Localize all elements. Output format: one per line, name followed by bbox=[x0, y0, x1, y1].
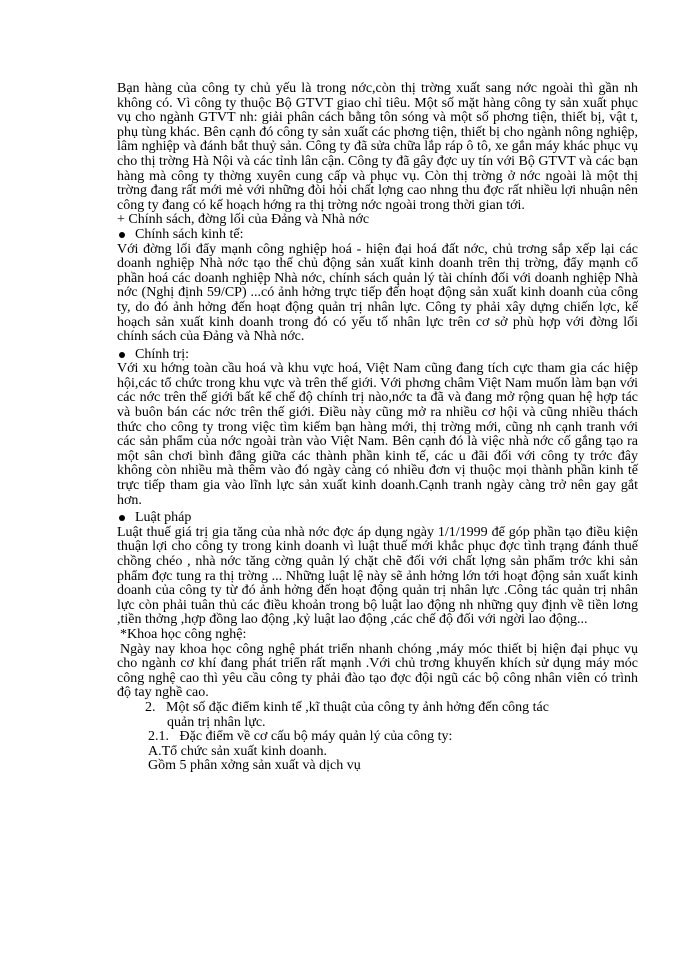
legal-paragraph: Luật thuế giá trị gia tăng của nhà nớc đợc áp dụng ngày 1/1/1999 để góp phần tạo điều kiện thuận lợi cho công ty trong kinh doanh vì luật thuế mới khắc phục đợc tình trạng đánh thuế chồng chéo , nhà nớc tăng cờng quản lý chặt chẽ đối với chất lợng sản phẩm trớc khi sản phẩm đợc tung ra thị trờng ... Những luật lệ này sẽ ảnh hởng lớn tới hoạt động sản xuất kinh doanh của công ty từ đó ảnh hởng đến hoạt động quản trị nhân lực .Công tác quản trị nhân lực còn phải tuân thủ các điều khoản trong bộ luật lao động nh những quy định về tiền lơng ,tiền thởng ,hợp đồng lao động ,kỷ luật lao động ,các chế độ đối với ngời lao động... bbox=[117, 524, 638, 628]
bullet-icon bbox=[119, 232, 125, 238]
economic-policy-heading: Chính sách kinh tế: bbox=[117, 228, 638, 243]
tech-paragraph: Ngày nay khoa học công nghệ phát triển nhanh chóng ,máy móc thiết bị hiện đại phục vụ cho ngành cơ khí đang phát triển rất mạnh .Với chủ trơng khuyến khích sử dụng máy móc công nghệ cao thì yêu cầu công ty phải đào tạo đợc đội ngũ các bộ công nhân viên có trình độ tay nghề cao. bbox=[117, 641, 638, 701]
political-paragraph: Với xu hớng toàn cầu hoá và khu vực hoá, Việt Nam cũng đang tích cực tham gia các hiệp hội,các tổ chức trong khu vực và trên thế giới. Với phơng châm Việt Nam muốn làm bạn với các nớc trên thế giới bất kể chế độ chính trị nào,nớc ta đã và đang mở rộng quan hệ hợp tác và buôn bán các nớc trên thế giới. Điều này cũng mở ra nhiều cơ hội và cũng nhiều thách thức cho công ty trong việc tìm kiếm bạn hàng mới, thị trờng mới, cũng nh cạnh tranh với các sản phẩm của nớc ngoài tràn vào Việt Nam. Bên cạnh đó là việc nhà nớc cố gắng tạo ra một sân chơi bình đẳng giữa các thành phần kinh tế, các u đãi đối với công ty trớc đây không còn nhiều mà thêm vào đó ngày càng có nhiều đơn vị thuộc mọi thành phần kinh tế trực tiếp tham gia vào lĩnh lực sản xuất kinh doanh.Cạnh tranh ngày càng trở nên gay gắt hơn. bbox=[117, 361, 638, 508]
section-a-text: Gồm 5 phân xởng sản xuất và dịch vụ bbox=[148, 758, 361, 774]
legal-heading: Luật pháp bbox=[117, 511, 638, 526]
section-2-heading-cont: quản trị nhân lực. bbox=[167, 714, 266, 730]
section-a-heading: A.Tổ chức sản xuất kinh doanh. bbox=[148, 743, 328, 759]
document-page bbox=[117, 82, 638, 774]
tech-heading: *Khoa học công nghệ: bbox=[120, 626, 247, 642]
intro-paragraph: Bạn hàng của công ty chủ yếu là trong nớc,còn thị trờng xuất sang nớc ngoài thì gần nh không có. Vì công ty thuộc Bộ GTVT giao chỉ tiêu. Một số mặt hàng công ty sản xuất phục vụ cho ngành GTVT nh: giải phân cách bằng tôn sóng và một số phơng tiện, thiết bị, vật t, phụ tùng khác. Bên cạnh đó công ty sản xuất các phơng tiện, thiết bị cho ngành nông nghiệp, lâm nghiệp và đánh bắt thuỷ sản. Công ty đã sửa chữa lắp ráp ô tô, xe gắn máy khác phục vụ cho thị trờng Hà Nội và các tỉnh lân cận. Công ty đã gây đợc uy tín với Bộ GTVT và các bạn hàng mà công ty thờng xuyên cung cấp và phục vụ. Còn thị trờng ở nớc ngoài là một thị trờng đang rất mới mẻ với những đòi hỏi chất lợng cao nhng thu đợc rất nhiều lợi nhuận nên công ty đang có kế hoạch hớng ra thị trờng nớc ngoài trong thời gian tới. bbox=[117, 81, 639, 213]
bullet-icon bbox=[119, 352, 125, 358]
section-2-1-heading: 2.1. Đặc điểm về cơ cấu bộ máy quản lý của công ty: bbox=[148, 729, 453, 745]
section-2-heading: 2. Một số đặc điểm kinh tế ,kĩ thuật của công ty ảnh hởng đến công tác bbox=[145, 699, 549, 715]
policy-heading: + Chính sách, đờng lối của Đảng và Nhà nớc bbox=[117, 212, 370, 228]
political-heading: Chính trị: bbox=[117, 348, 638, 363]
bullet-icon bbox=[119, 515, 125, 521]
economic-policy-paragraph: Với đờng lối đẩy mạnh công nghiệp hoá - hiện đại hoá đất nớc, chủ trơng sắp xếp lại các doanh nghiệp Nhà nớc tạo thế chủ động sản xuất kinh doanh trên thị trờng, đẩy mạnh cổ phần hoá các doanh nghiệp Nhà nớc, chính sách quản lý tài chính đối với doanh nghiệp Nhà nớc (Nghị định 59/CP) ...có ảnh hởng trực tiếp đến hoạt động sản xuất kinh doanh của công ty, do đó ảnh hởng đến hoạt động quản trị nhân lực. Công ty phải xây dựng chiến lợc, kế hoạch sản xuất kinh doanh trong đó có yếu tố nhân lực trên cơ sở phù hợp với đờng lối chính sách của Đảng và Nhà nớc. bbox=[117, 241, 638, 345]
